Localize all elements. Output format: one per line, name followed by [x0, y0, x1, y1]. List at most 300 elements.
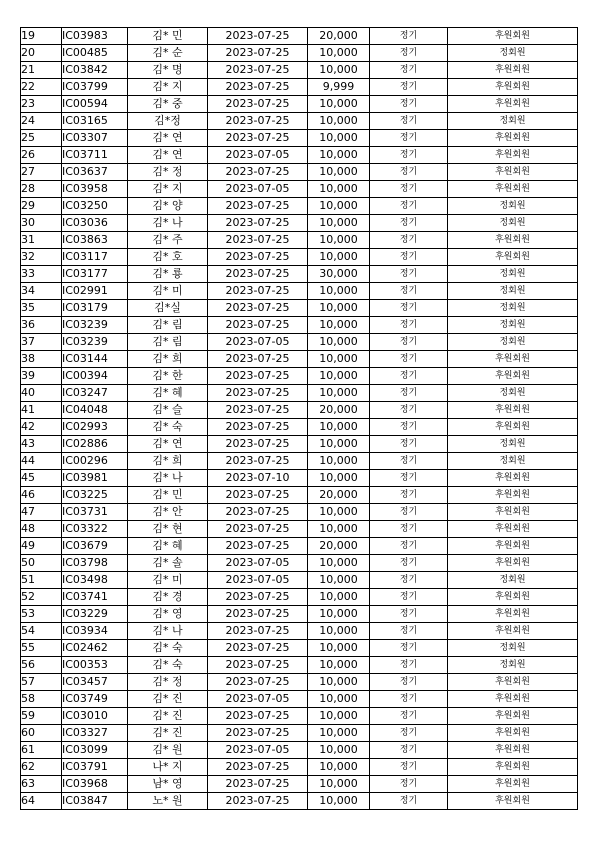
- donation-date-cell: 2023-07-25: [208, 487, 308, 504]
- donation-date-cell: 2023-07-25: [208, 402, 308, 419]
- donor-name-cell: 김* 림: [128, 317, 208, 334]
- member-type-cell: 정회원: [448, 334, 578, 351]
- donor-id-cell: IC02886: [62, 436, 128, 453]
- donation-amount-cell: 10,000: [308, 674, 370, 691]
- donation-type-cell: 정기: [370, 776, 448, 793]
- donation-amount-cell: 20,000: [308, 487, 370, 504]
- table-row: [21, 266, 578, 283]
- table-row: [21, 504, 578, 521]
- row-number-cell: 51: [21, 572, 62, 589]
- table-row: [21, 300, 578, 317]
- donation-type-cell: 정기: [370, 300, 448, 317]
- donation-type-cell: 정기: [370, 147, 448, 164]
- donation-type-cell: 정기: [370, 589, 448, 606]
- donation-amount-cell: 10,000: [308, 606, 370, 623]
- donor-name-cell: 김* 숙: [128, 657, 208, 674]
- donor-id-cell: IC03250: [62, 198, 128, 215]
- donation-amount-cell: 10,000: [308, 334, 370, 351]
- donor-name-cell: 김* 룡: [128, 266, 208, 283]
- table-row: [21, 334, 578, 351]
- donor-name-cell: 김* 진: [128, 725, 208, 742]
- donor-name-cell: 김* 연: [128, 147, 208, 164]
- table-row: [21, 28, 578, 45]
- donor-id-cell: IC03327: [62, 725, 128, 742]
- donor-id-cell: IC03165: [62, 113, 128, 130]
- donation-amount-cell: 10,000: [308, 589, 370, 606]
- donation-amount-cell: 10,000: [308, 776, 370, 793]
- donation-date-cell: 2023-07-25: [208, 198, 308, 215]
- donor-id-cell: IC00296: [62, 453, 128, 470]
- row-number-cell: 54: [21, 623, 62, 640]
- row-number-cell: 50: [21, 555, 62, 572]
- member-type-cell: 후원회원: [448, 249, 578, 266]
- donor-name-cell: 김* 정: [128, 674, 208, 691]
- donation-type-cell: 정기: [370, 504, 448, 521]
- table-row: [21, 691, 578, 708]
- member-type-cell: 후원회원: [448, 742, 578, 759]
- donation-amount-cell: 10,000: [308, 249, 370, 266]
- donation-amount-cell: 10,000: [308, 368, 370, 385]
- donation-date-cell: 2023-07-25: [208, 45, 308, 62]
- member-type-cell: 후원회원: [448, 776, 578, 793]
- member-type-cell: 후원회원: [448, 232, 578, 249]
- donation-date-cell: 2023-07-25: [208, 232, 308, 249]
- row-number-cell: 26: [21, 147, 62, 164]
- donation-type-cell: 정기: [370, 487, 448, 504]
- donation-amount-cell: 10,000: [308, 470, 370, 487]
- donor-id-cell: IC03842: [62, 62, 128, 79]
- donation-type-cell: 정기: [370, 453, 448, 470]
- donation-type-cell: 정기: [370, 215, 448, 232]
- donor-id-cell: IC03247: [62, 385, 128, 402]
- row-number-cell: 57: [21, 674, 62, 691]
- donation-amount-cell: 20,000: [308, 28, 370, 45]
- row-number-cell: 31: [21, 232, 62, 249]
- row-number-cell: 23: [21, 96, 62, 113]
- donor-name-cell: 김* 림: [128, 334, 208, 351]
- donation-amount-cell: 10,000: [308, 691, 370, 708]
- donation-amount-cell: 30,000: [308, 266, 370, 283]
- row-number-cell: 30: [21, 215, 62, 232]
- donation-amount-cell: 10,000: [308, 504, 370, 521]
- donor-name-cell: 김* 슬: [128, 402, 208, 419]
- donation-date-cell: 2023-07-05: [208, 334, 308, 351]
- donation-type-cell: 정기: [370, 708, 448, 725]
- donor-name-cell: 김*정: [128, 113, 208, 130]
- table-row: [21, 147, 578, 164]
- donation-type-cell: 정기: [370, 402, 448, 419]
- donation-amount-cell: 10,000: [308, 198, 370, 215]
- table-row: [21, 164, 578, 181]
- donation-amount-cell: 10,000: [308, 453, 370, 470]
- member-type-cell: 후원회원: [448, 538, 578, 555]
- table-row: [21, 674, 578, 691]
- table-row: [21, 725, 578, 742]
- row-number-cell: 21: [21, 62, 62, 79]
- table-row: [21, 606, 578, 623]
- table-row: [21, 198, 578, 215]
- donation-amount-cell: 10,000: [308, 300, 370, 317]
- donor-name-cell: 김* 미: [128, 283, 208, 300]
- member-type-cell: 후원회원: [448, 708, 578, 725]
- donation-type-cell: 정기: [370, 351, 448, 368]
- member-type-cell: 정회원: [448, 113, 578, 130]
- member-type-cell: 정회원: [448, 300, 578, 317]
- row-number-cell: 24: [21, 113, 62, 130]
- row-number-cell: 61: [21, 742, 62, 759]
- donation-date-cell: 2023-07-25: [208, 793, 308, 810]
- row-number-cell: 41: [21, 402, 62, 419]
- member-type-cell: 정회원: [448, 317, 578, 334]
- donor-name-cell: 김* 정: [128, 164, 208, 181]
- donation-amount-cell: 10,000: [308, 419, 370, 436]
- donor-name-cell: 김* 안: [128, 504, 208, 521]
- member-type-cell: 정회원: [448, 572, 578, 589]
- donation-amount-cell: 10,000: [308, 385, 370, 402]
- member-type-cell: 후원회원: [448, 623, 578, 640]
- donation-amount-cell: 9,999: [308, 79, 370, 96]
- row-number-cell: 48: [21, 521, 62, 538]
- donation-type-cell: 정기: [370, 232, 448, 249]
- donor-id-cell: IC03177: [62, 266, 128, 283]
- donation-type-cell: 정기: [370, 657, 448, 674]
- donation-date-cell: 2023-07-25: [208, 776, 308, 793]
- row-number-cell: 27: [21, 164, 62, 181]
- member-type-cell: 후원회원: [448, 164, 578, 181]
- donation-type-cell: 정기: [370, 436, 448, 453]
- table-row: [21, 623, 578, 640]
- donor-id-cell: IC03010: [62, 708, 128, 725]
- donation-date-cell: 2023-07-10: [208, 470, 308, 487]
- donor-id-cell: IC03498: [62, 572, 128, 589]
- table-row: [21, 96, 578, 113]
- table-row: [21, 640, 578, 657]
- table-row: [21, 215, 578, 232]
- row-number-cell: 36: [21, 317, 62, 334]
- member-type-cell: 후원회원: [448, 691, 578, 708]
- donation-amount-cell: 10,000: [308, 793, 370, 810]
- donation-type-cell: 정기: [370, 334, 448, 351]
- table-row: [21, 742, 578, 759]
- donor-id-cell: IC03239: [62, 317, 128, 334]
- donor-id-cell: IC03229: [62, 606, 128, 623]
- table-row: [21, 419, 578, 436]
- table-row: [21, 45, 578, 62]
- table-row: [21, 113, 578, 130]
- table-row: [21, 351, 578, 368]
- donation-date-cell: 2023-07-25: [208, 436, 308, 453]
- donor-name-cell: 김* 민: [128, 28, 208, 45]
- donation-amount-cell: 10,000: [308, 436, 370, 453]
- donation-amount-cell: 10,000: [308, 181, 370, 198]
- donation-amount-cell: 10,000: [308, 623, 370, 640]
- member-type-cell: 후원회원: [448, 62, 578, 79]
- donor-id-cell: IC03791: [62, 759, 128, 776]
- donor-id-cell: IC03741: [62, 589, 128, 606]
- member-type-cell: 후원회원: [448, 470, 578, 487]
- row-number-cell: 44: [21, 453, 62, 470]
- donor-id-cell: IC00594: [62, 96, 128, 113]
- donation-date-cell: 2023-07-25: [208, 623, 308, 640]
- donation-date-cell: 2023-07-25: [208, 759, 308, 776]
- donation-amount-cell: 10,000: [308, 45, 370, 62]
- donation-date-cell: 2023-07-05: [208, 181, 308, 198]
- row-number-cell: 19: [21, 28, 62, 45]
- donation-amount-cell: 10,000: [308, 62, 370, 79]
- donor-name-cell: 김* 연: [128, 130, 208, 147]
- donation-amount-cell: 10,000: [308, 317, 370, 334]
- donor-id-cell: IC03144: [62, 351, 128, 368]
- donation-date-cell: 2023-07-25: [208, 419, 308, 436]
- donor-name-cell: 김* 영: [128, 606, 208, 623]
- member-type-cell: 후원회원: [448, 487, 578, 504]
- table-row: [21, 62, 578, 79]
- member-type-cell: 정회원: [448, 198, 578, 215]
- row-number-cell: 58: [21, 691, 62, 708]
- row-number-cell: 53: [21, 606, 62, 623]
- donor-name-cell: 김* 명: [128, 62, 208, 79]
- donor-name-cell: 김* 양: [128, 198, 208, 215]
- donor-name-cell: 김* 지: [128, 181, 208, 198]
- table-row: [21, 436, 578, 453]
- donor-name-cell: 김* 경: [128, 589, 208, 606]
- table-row: [21, 181, 578, 198]
- donation-type-cell: 정기: [370, 606, 448, 623]
- donor-id-cell: IC03934: [62, 623, 128, 640]
- donation-amount-cell: 10,000: [308, 232, 370, 249]
- row-number-cell: 40: [21, 385, 62, 402]
- member-type-cell: 정회원: [448, 45, 578, 62]
- donor-name-cell: 김* 한: [128, 368, 208, 385]
- row-number-cell: 35: [21, 300, 62, 317]
- donation-type-cell: 정기: [370, 385, 448, 402]
- donation-amount-cell: 10,000: [308, 521, 370, 538]
- donor-id-cell: IC03637: [62, 164, 128, 181]
- donor-name-cell: 김* 솔: [128, 555, 208, 572]
- donor-name-cell: 김* 혜: [128, 385, 208, 402]
- donor-id-cell: IC03968: [62, 776, 128, 793]
- donor-id-cell: IC03239: [62, 334, 128, 351]
- donor-name-cell: 노* 원: [128, 793, 208, 810]
- donation-type-cell: 정기: [370, 521, 448, 538]
- donation-date-cell: 2023-07-25: [208, 385, 308, 402]
- donation-type-cell: 정기: [370, 674, 448, 691]
- row-number-cell: 28: [21, 181, 62, 198]
- donation-date-cell: 2023-07-25: [208, 317, 308, 334]
- donor-name-cell: 나* 지: [128, 759, 208, 776]
- row-number-cell: 59: [21, 708, 62, 725]
- donation-date-cell: 2023-07-25: [208, 283, 308, 300]
- table-row: [21, 657, 578, 674]
- member-type-cell: 후원회원: [448, 79, 578, 96]
- row-number-cell: 45: [21, 470, 62, 487]
- donation-type-cell: 정기: [370, 130, 448, 147]
- donation-date-cell: 2023-07-25: [208, 368, 308, 385]
- donation-date-cell: 2023-07-25: [208, 96, 308, 113]
- donation-amount-cell: 10,000: [308, 113, 370, 130]
- table-row: [21, 232, 578, 249]
- donor-id-cell: IC02993: [62, 419, 128, 436]
- donation-amount-cell: 10,000: [308, 759, 370, 776]
- table-row: [21, 521, 578, 538]
- donor-id-cell: IC03847: [62, 793, 128, 810]
- row-number-cell: 32: [21, 249, 62, 266]
- donation-amount-cell: 10,000: [308, 147, 370, 164]
- donation-date-cell: 2023-07-05: [208, 742, 308, 759]
- donation-type-cell: 정기: [370, 266, 448, 283]
- donor-id-cell: IC03307: [62, 130, 128, 147]
- donation-date-cell: 2023-07-25: [208, 266, 308, 283]
- donation-date-cell: 2023-07-25: [208, 351, 308, 368]
- donor-name-cell: 김* 숙: [128, 640, 208, 657]
- member-type-cell: 후원회원: [448, 589, 578, 606]
- donation-date-cell: 2023-07-05: [208, 572, 308, 589]
- donation-type-cell: 정기: [370, 419, 448, 436]
- member-type-cell: 후원회원: [448, 504, 578, 521]
- donation-type-cell: 정기: [370, 181, 448, 198]
- donor-name-cell: 김* 호: [128, 249, 208, 266]
- donation-date-cell: 2023-07-25: [208, 640, 308, 657]
- table-row: [21, 793, 578, 810]
- donation-type-cell: 정기: [370, 28, 448, 45]
- donation-type-cell: 정기: [370, 640, 448, 657]
- donor-id-cell: IC03749: [62, 691, 128, 708]
- donation-type-cell: 정기: [370, 62, 448, 79]
- donation-amount-cell: 10,000: [308, 640, 370, 657]
- donor-id-cell: IC03981: [62, 470, 128, 487]
- row-number-cell: 46: [21, 487, 62, 504]
- member-type-cell: 후원회원: [448, 402, 578, 419]
- donor-name-cell: 김* 현: [128, 521, 208, 538]
- donation-date-cell: 2023-07-25: [208, 130, 308, 147]
- table-row: [21, 283, 578, 300]
- row-number-cell: 22: [21, 79, 62, 96]
- donor-id-cell: IC02991: [62, 283, 128, 300]
- row-number-cell: 20: [21, 45, 62, 62]
- row-number-cell: 38: [21, 351, 62, 368]
- table-row: [21, 538, 578, 555]
- member-type-cell: 후원회원: [448, 130, 578, 147]
- table-row: [21, 555, 578, 572]
- row-number-cell: 56: [21, 657, 62, 674]
- donor-name-cell: 김* 나: [128, 215, 208, 232]
- donation-type-cell: 정기: [370, 623, 448, 640]
- donor-name-cell: 김* 혜: [128, 538, 208, 555]
- donor-id-cell: IC04048: [62, 402, 128, 419]
- donation-type-cell: 정기: [370, 572, 448, 589]
- row-number-cell: 63: [21, 776, 62, 793]
- donation-type-cell: 정기: [370, 725, 448, 742]
- row-number-cell: 37: [21, 334, 62, 351]
- member-type-cell: 정회원: [448, 640, 578, 657]
- donation-type-cell: 정기: [370, 317, 448, 334]
- table-row: [21, 572, 578, 589]
- table-row: [21, 708, 578, 725]
- donation-type-cell: 정기: [370, 96, 448, 113]
- member-type-cell: 정회원: [448, 436, 578, 453]
- donation-type-cell: 정기: [370, 113, 448, 130]
- donor-name-cell: 김* 진: [128, 691, 208, 708]
- donation-date-cell: 2023-07-25: [208, 79, 308, 96]
- donor-name-cell: 김* 중: [128, 96, 208, 113]
- donor-id-cell: IC03117: [62, 249, 128, 266]
- donor-name-cell: 김* 주: [128, 232, 208, 249]
- donation-date-cell: 2023-07-05: [208, 691, 308, 708]
- donation-date-cell: 2023-07-25: [208, 589, 308, 606]
- member-type-cell: 후원회원: [448, 521, 578, 538]
- member-type-cell: 후원회원: [448, 181, 578, 198]
- donation-type-cell: 정기: [370, 793, 448, 810]
- member-type-cell: 후원회원: [448, 368, 578, 385]
- table-row: [21, 368, 578, 385]
- donor-table: [20, 27, 578, 810]
- donation-date-cell: 2023-07-25: [208, 504, 308, 521]
- donation-amount-cell: 20,000: [308, 402, 370, 419]
- donor-name-cell: 김* 지: [128, 79, 208, 96]
- member-type-cell: 후원회원: [448, 793, 578, 810]
- row-number-cell: 33: [21, 266, 62, 283]
- table-row: [21, 402, 578, 419]
- donor-name-cell: 남* 영: [128, 776, 208, 793]
- member-type-cell: 후원회원: [448, 674, 578, 691]
- donor-id-cell: IC02462: [62, 640, 128, 657]
- donation-date-cell: 2023-07-05: [208, 555, 308, 572]
- donation-date-cell: 2023-07-25: [208, 453, 308, 470]
- donation-date-cell: 2023-07-25: [208, 249, 308, 266]
- donor-id-cell: IC03983: [62, 28, 128, 45]
- donation-date-cell: 2023-07-25: [208, 28, 308, 45]
- donor-name-cell: 김* 민: [128, 487, 208, 504]
- donation-type-cell: 정기: [370, 742, 448, 759]
- donor-name-cell: 김* 희: [128, 351, 208, 368]
- table-row: [21, 317, 578, 334]
- table-row: [21, 79, 578, 96]
- donor-id-cell: IC03958: [62, 181, 128, 198]
- donor-id-cell: IC03798: [62, 555, 128, 572]
- donation-date-cell: 2023-07-25: [208, 606, 308, 623]
- donor-id-cell: IC03863: [62, 232, 128, 249]
- donor-id-cell: IC00485: [62, 45, 128, 62]
- donation-date-cell: 2023-07-25: [208, 657, 308, 674]
- donor-table-body: [21, 28, 578, 810]
- donor-name-cell: 김* 원: [128, 742, 208, 759]
- donor-name-cell: 김* 순: [128, 45, 208, 62]
- donor-id-cell: IC00353: [62, 657, 128, 674]
- row-number-cell: 42: [21, 419, 62, 436]
- row-number-cell: 39: [21, 368, 62, 385]
- donor-id-cell: IC03457: [62, 674, 128, 691]
- member-type-cell: 후원회원: [448, 606, 578, 623]
- donation-type-cell: 정기: [370, 283, 448, 300]
- donation-amount-cell: 10,000: [308, 725, 370, 742]
- table-row: [21, 249, 578, 266]
- donor-id-cell: IC03322: [62, 521, 128, 538]
- donation-type-cell: 정기: [370, 79, 448, 96]
- donation-date-cell: 2023-07-25: [208, 300, 308, 317]
- donor-id-cell: IC03679: [62, 538, 128, 555]
- member-type-cell: 정회원: [448, 215, 578, 232]
- member-type-cell: 후원회원: [448, 147, 578, 164]
- donor-name-cell: 김* 나: [128, 470, 208, 487]
- donation-amount-cell: 10,000: [308, 215, 370, 232]
- donation-type-cell: 정기: [370, 249, 448, 266]
- member-type-cell: 후원회원: [448, 96, 578, 113]
- donation-amount-cell: 10,000: [308, 351, 370, 368]
- donor-id-cell: IC03799: [62, 79, 128, 96]
- row-number-cell: 52: [21, 589, 62, 606]
- row-number-cell: 34: [21, 283, 62, 300]
- donation-date-cell: 2023-07-25: [208, 521, 308, 538]
